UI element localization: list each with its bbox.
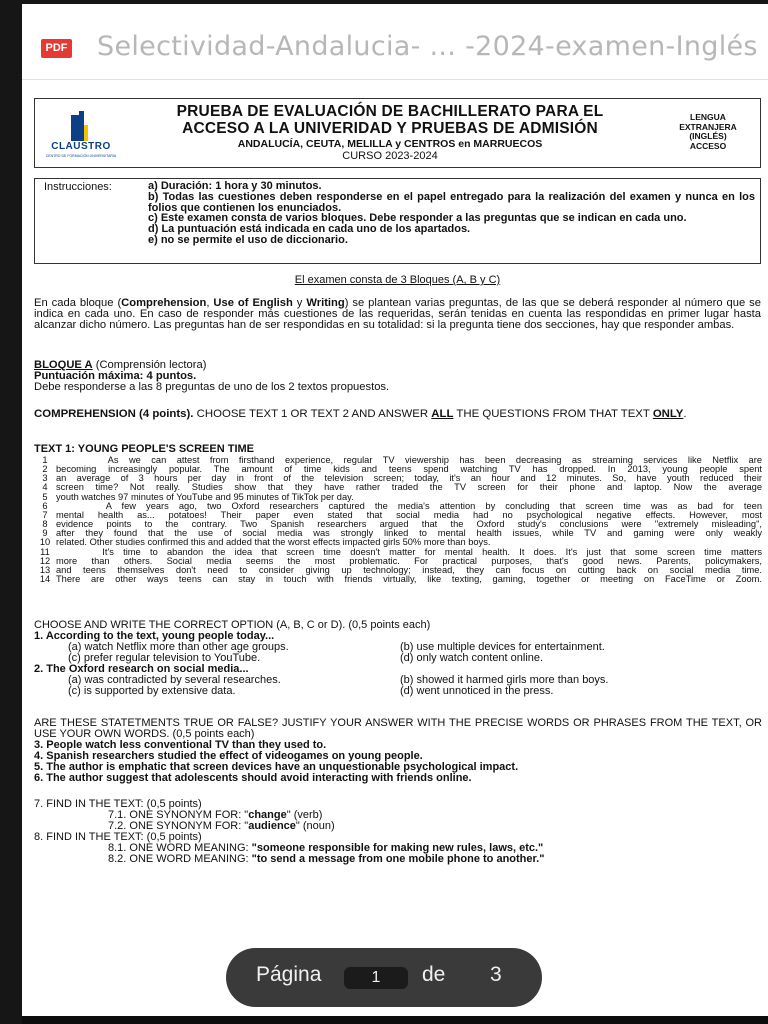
mcq-instruction: CHOOSE AND WRITE THE CORRECT OPTION (A, B, C or D). (0,5 points each) [34,619,431,631]
text-line [34,538,762,547]
instruction-a: a) Duración: 1 hora y 30 minutos. [148,180,322,192]
line-text: screen time? Not really. Studies show that they have rather traded the TV screen for their phone and laptop. Now the average [56,483,762,493]
text-line [34,474,762,483]
line-number: 13 [39,564,51,575]
page-bottom-edge [22,1016,768,1024]
file-title: Selectividad-Andalucia- ... -2024-examen-Inglés [97,31,758,62]
question-7-2: 7.2. ONE SYNONYM FOR: "audience" (noun) [108,820,335,832]
question-6: 6. The author suggest that adolescents should avoid interacting with friends online. [34,772,472,784]
line-number: 7 [42,509,48,520]
line-text: As we can attest from firsthand experience, regular TV viewership has been decreasing as streaming services like Netflix are [56,456,762,465]
text-line [34,520,762,529]
pdf-file-icon: PDF [41,39,72,58]
text-1-title: TEXT 1: YOUNG PEOPLE'S SCREEN TIME [34,443,255,455]
instructions-list [148,181,755,246]
instruction-e: e) no se permite el uso de diccionario. [148,233,348,246]
line-text: becoming increasingly popular. The amount of time kids and teens spend watching TV has dropped. In 2013, young people spent [56,465,762,475]
question-8-1: 8.1. ONE WORD MEANING: "someone responsible for making new rules, laws, etc." [108,842,544,854]
line-text: related. Other studies confirmed this and added that the worst effects impacted girls 50% more than boys. [56,538,491,548]
exam-region: ANDALUCÍA, CEUTA, MELILLA y CENTROS en MARRUECOS [237,138,543,150]
multiple-choice-section [34,620,762,697]
line-text: more than others. Social media seems the most problematic. For practical purposes, that's good news. Parents, policymakers, [56,556,762,566]
subject-label [663,113,753,151]
question-3: 3. People watch less conventional TV than they used to. [34,739,327,751]
line-text: and teens themselves don't need to consider giving up technology; instead, they can focus on cutting back on social media time. [56,565,762,575]
instruction-d: d) La puntuación está indicada en cada uno de los apartados. [148,223,471,236]
line-number: 3 [42,473,48,484]
text-line [34,456,762,465]
exam-title-line-2: ACCESO A LA UNIVERIDAD Y PRUEBAS DE ADMISIÓN [182,120,598,137]
line-text: an average of 3 hours per day in front of the television screen; today, it's an hour and 12 minutes. So, have youth reduced their [56,474,762,484]
logo-subtext: CENTRO DE FORMACIÓN UNIVERSITARIA [45,154,117,158]
text-line [34,465,762,474]
text-line [34,511,762,520]
line-text: There are other ways teens can stay in touch with friends virtually, like texting, gaming, together or meeting on FaceTime or Zoom. [56,575,762,585]
text-line [34,502,762,511]
subject-line-2: EXTRANJERA [679,121,737,132]
true-false-instruction: ARE THESE STATETMENTS TRUE OR FALSE? JUSTIFY YOUR ANSWER WITH THE PRECISE WORDS OR PHRASES FROM THE TEXT, OR USE YOUR OWN WORDS. (0,5 points each) [34,717,762,740]
intro-paragraph: En cada bloque (Comprehension, Use of English y Writing) se plantean varias preguntas, de las que se deberá responder al número que se indica en cada uno. En caso de responder más cuestiones de las requeridas, serán tenidas en cuenta las respondidas en primer lugar hasta alcanzar dicho número. Las preguntas han de ser respondidas en su totalidad: si la pregunta tiene dos secciones, hay que responder ambas. [34,297,761,331]
subject-line-1: LENGUA [690,112,726,122]
claustro-logo [45,111,117,159]
pdf-page[interactable] [22,4,768,1016]
logo-text: CLAUSTRO [51,141,111,152]
line-number: 8 [42,519,48,530]
subject-line-3: (INGLÉS) [689,131,727,141]
instructions-label: Instrucciones: [44,181,112,193]
page-of-label: de [422,963,446,986]
find-in-text-section [34,799,762,865]
logo-mark-icon [71,111,88,141]
pdf-header-bar [22,4,768,80]
question-1-options-row-1: (a) watch Netflix more than other age groups. (b) use multiple devices for entertainment. [68,641,605,653]
bloque-a-instruction: Debe responderse a las 8 preguntas de uno de los 2 textos propuestos. [34,381,390,393]
text-line [34,557,762,566]
line-number: 5 [42,491,48,502]
true-false-section [34,718,762,784]
bloque-a-section: BLOQUE A (Comprensión lectora) Puntuación máxima: 4 puntos. Debe responderse a las 8 preguntas de uno de los 2 textos propuestos. [34,360,761,393]
text-line [34,493,762,502]
page-navigator [226,948,542,1007]
instruction-c: c) Este examen consta de varios bloques. Debe responder a las preguntas que se indican en cada uno. [148,212,687,225]
question-1-options-row-2: (c) prefer regular television to YouTube. (d) only watch content online. [68,652,544,664]
line-text: mental health as... potatoes! Their paper even stated that social media had no psychological negative effects. However, most [56,510,762,520]
line-text: after they found that the use of social media was strongly linked to mental health issues, while TV and gaming were only weakly [56,529,762,539]
instructions-box [34,178,761,264]
exam-course: CURSO 2023-2024 [342,150,438,162]
line-text: evidence points to the contrary. Two Spanish researchers argued that the Oxford study's conclusions were "extremely misleading", [56,520,762,530]
text-line [34,529,762,538]
question-7: 7. FIND IN THE TEXT: (0,5 points) [34,798,202,810]
question-4: 4. Spanish researchers studied the effect of videogames on young people. [34,750,423,762]
subject-line-4: ACCESO [689,140,727,151]
text-line [34,566,762,575]
text-1-body [34,456,762,584]
page-total: 3 [490,963,502,986]
line-number: 4 [42,482,48,493]
line-number: 10 [39,537,51,548]
question-7-1: 7.1. ONE SYNONYM FOR: "change" (verb) [108,809,323,821]
line-number: 14 [39,574,51,585]
line-number: 2 [42,464,48,475]
exam-header-box [34,98,761,168]
exam-title-line-1: PRUEBA DE EVALUACIÓN DE BACHILLERATO PARA EL [176,103,604,120]
exam-blocks-heading: El examen consta de 3 Bloques (A, B y C) [294,274,501,286]
line-number: 1 [42,455,48,465]
page-number-input[interactable]: 1 [344,967,408,989]
question-8-2: 8.2. ONE WORD MEANING: "to send a message from one mobile phone to another." [108,853,545,865]
question-2-options-row-1: (a) was contradicted by several researches. (b) showed it harmed girls more than boys. [68,674,609,686]
line-text: It's time to abandon the idea that screen time doesn't matter for mental health. It does. It's just that some screen time matters [56,547,762,557]
line-text: youth watches 97 minutes of YouTube and 95 minutes of TikTok per day. [56,492,354,502]
question-1: 1. According to the text, young people today... [34,630,275,642]
text-line [34,548,762,557]
line-number: 9 [42,528,48,539]
bloque-a-max-score: Puntuación máxima: 4 puntos. [34,370,197,382]
text-line [34,575,762,584]
text-line [34,483,762,492]
comprehension-heading: COMPREHENSION (4 points). CHOOSE TEXT 1 OR TEXT 2 AND ANSWER ALL THE QUESTIONS FROM THAT TEXT ONLY. [34,408,687,420]
line-number: 11 [40,546,50,557]
question-2-options-row-2: (c) is supported by extensive data. (d) went unnoticed in the press. [68,685,554,697]
question-8: 8. FIND IN THE TEXT: (0,5 points) [34,831,202,843]
instruction-b: b) Todas las cuestiones deben responderse en el papel entregado para la realización del examen y nunca en los folios que contienen los enunciados. [148,190,755,214]
line-number: 12 [39,555,51,566]
bloque-a-title: BLOQUE A [34,359,93,371]
question-5: 5. The author is emphatic that screen devices have an unquestionable psychological impact. [34,761,519,773]
question-2: 2. The Oxford research on social media... [34,663,249,675]
page-label: Página [256,963,322,986]
line-number: 6 [42,500,48,511]
line-text: A few years ago, two Oxford researchers captured the media's attention by concluding that screen time was as bad for teen [56,501,762,511]
